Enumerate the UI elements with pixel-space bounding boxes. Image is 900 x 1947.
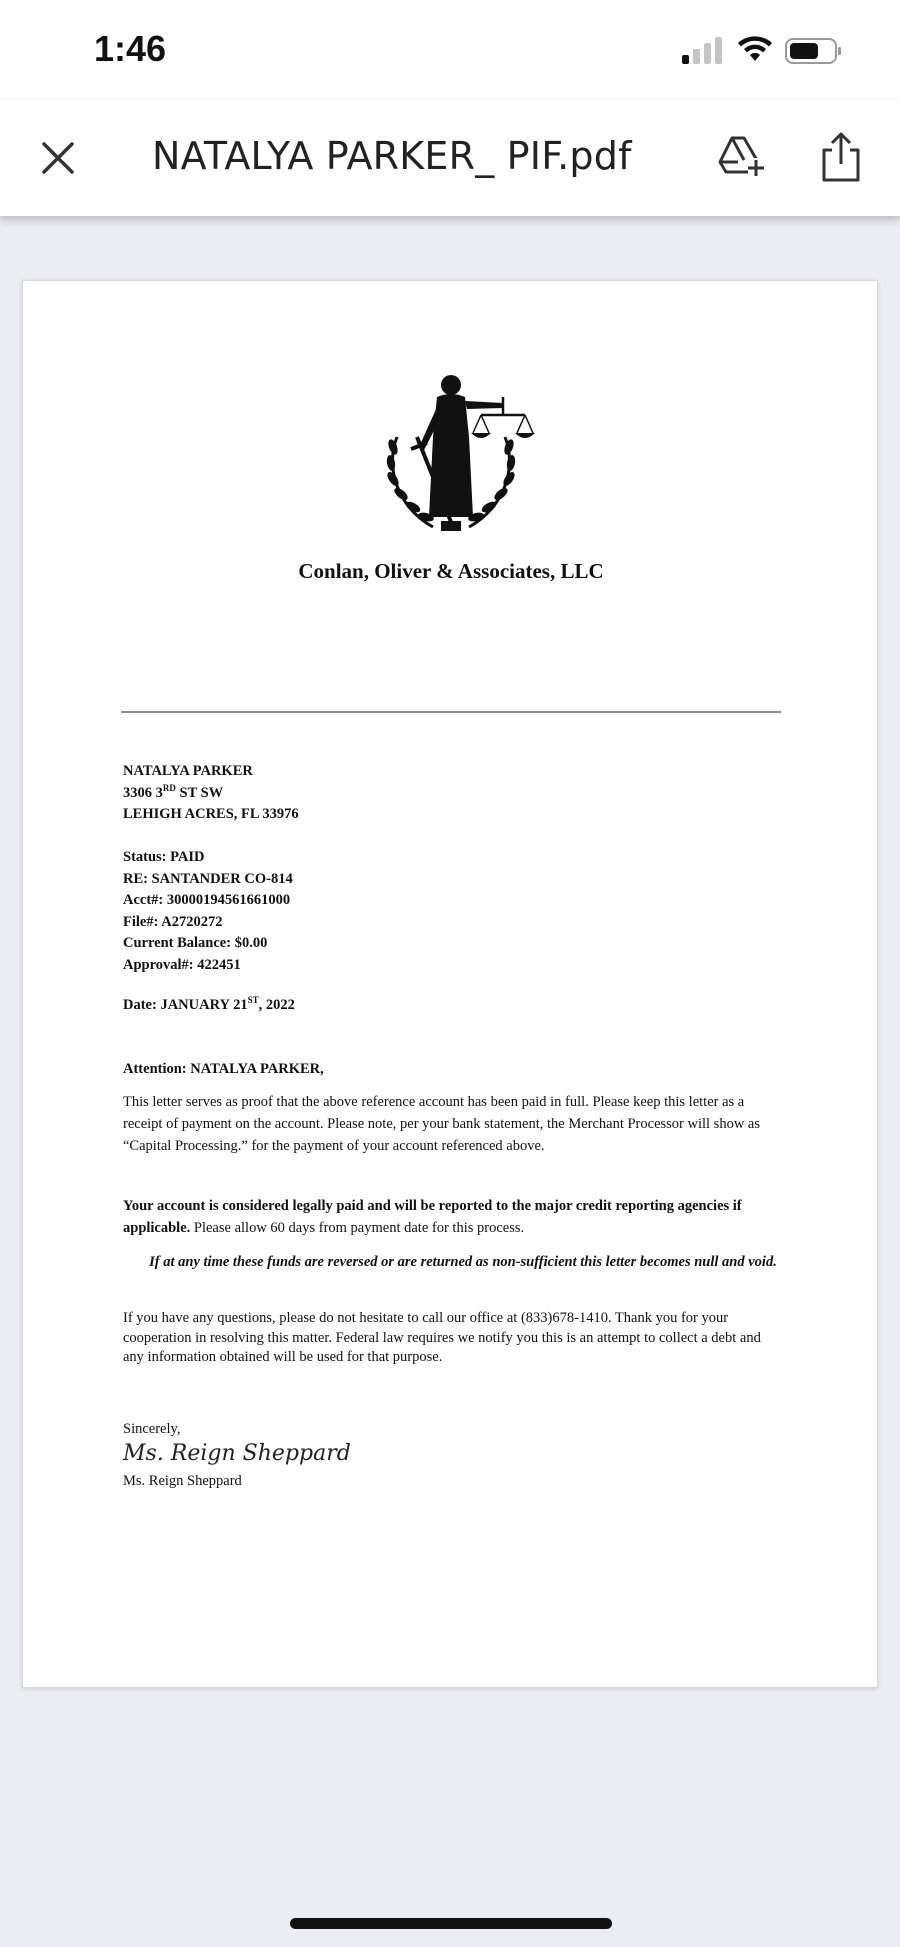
home-indicator[interactable]	[290, 1918, 612, 1929]
paragraph-contact-notice: If you have any questions, please do not hesitate to call our office at (833)678-1410. Thank you for your cooperation in resolving this matter. Federal law requires we notify you this is an attempt to collect a debt and any information obtained will be used for that purpose.	[123, 1310, 761, 1365]
paragraph-proof-of-payment: This letter serves as proof that the above reference account has been paid in full. Please keep this letter as a receipt of payment on the account. Please note, per your bank statement, the Merchant Processor will show as “Capital Processing.” for the payment of your account referenced above.	[123, 1094, 761, 1154]
address-line-1	[123, 783, 299, 805]
address-line-1-number: 3306 3	[123, 784, 163, 801]
paragraph-credit-reporting	[123, 1195, 783, 1239]
attention-line: Attention: NATALYA PARKER,	[123, 1061, 324, 1077]
lady-justice-logo	[363, 367, 539, 543]
address-line-1-suffix: RD	[162, 782, 176, 793]
status-time: 1:46	[94, 28, 167, 69]
header-divider	[121, 711, 781, 713]
current-balance-line: Current Balance: $0.00	[123, 935, 268, 951]
paragraph-void-notice: If at any time these funds are reversed or are returned as non-sufficient this letter becomes null and void.	[149, 1254, 777, 1270]
address-line-2: LEHIGH ACRES, FL 33976	[123, 806, 299, 822]
recipient-address	[123, 761, 299, 826]
add-to-drive-icon[interactable]	[714, 130, 766, 182]
approval-number-line: Approval#: 422451	[123, 956, 241, 973]
wifi-icon	[736, 34, 774, 64]
battery-icon	[784, 36, 844, 66]
viewer-header	[0, 100, 900, 216]
account-number-line: Acct#: 30000194561661000	[123, 892, 291, 908]
signer-name: Ms. Reign Sheppard	[123, 1473, 242, 1489]
file-title: NATALYA PARKER_ PIF.pdf	[152, 134, 632, 178]
status-line: Status: PAID	[123, 849, 205, 865]
closing: Sincerely,	[123, 1421, 181, 1437]
date-year: , 2022	[258, 997, 295, 1013]
re-line: RE: SANTANDER CO-814	[123, 870, 293, 887]
firm-name: Conlan, Oliver & Associates, LLC	[298, 559, 604, 583]
letter-date	[123, 995, 295, 1017]
date-ordinal: ST	[247, 995, 259, 1006]
file-number-line: File#: A2720272	[123, 913, 223, 930]
close-icon[interactable]	[38, 138, 78, 178]
paragraph-credit-reporting-rest: Please allow 60 days from payment date for this process.	[190, 1220, 525, 1236]
account-details	[123, 847, 293, 976]
handwritten-signature: Ms. Reign Sheppard	[123, 1441, 351, 1466]
cellular-signal-icon	[680, 36, 724, 66]
share-icon[interactable]	[818, 130, 864, 184]
pdf-page	[22, 280, 878, 1688]
status-bar	[0, 0, 900, 100]
date-month-day: Date: JANUARY 21	[123, 997, 248, 1013]
recipient-name: NATALYA PARKER	[123, 763, 253, 779]
address-line-1-street: ST SW	[175, 784, 224, 801]
paragraph-credit-reporting-bold: Your account is considered legally paid and will be reported to the major credit reporting agencies if applicable.	[123, 1198, 742, 1236]
